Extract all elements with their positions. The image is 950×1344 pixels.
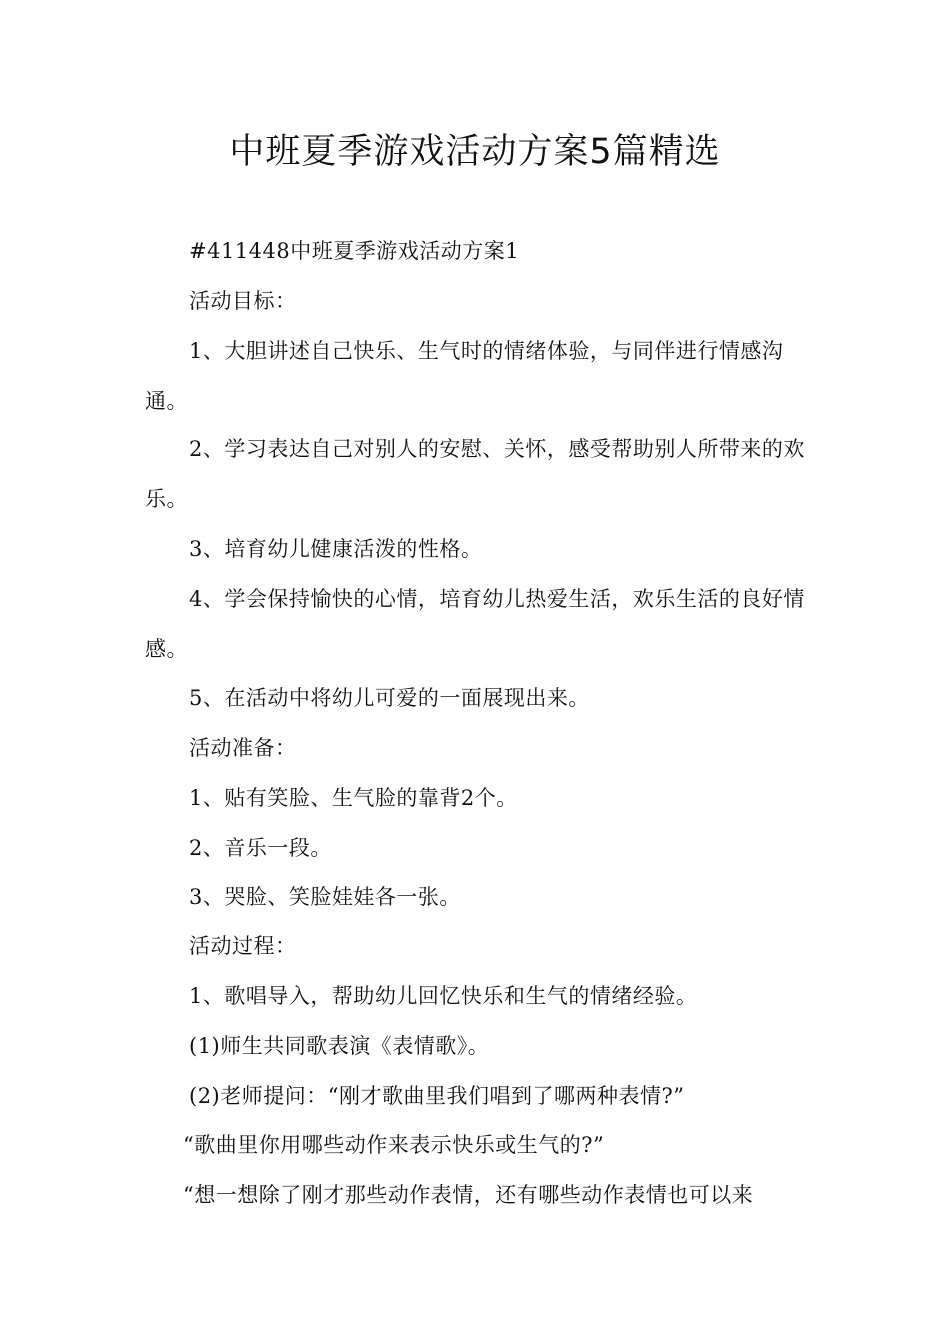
paragraph-heading-1: #411448中班夏季游戏活动方案1 [189,239,520,263]
paragraph-goal-3: 3、培育幼儿健康活泼的性格。 [189,537,483,561]
paragraph-process-1a: (1)师生共同歌表演《表情歌》。 [189,1034,490,1058]
paragraph-goal-5: 5、在活动中将幼儿可爱的一面展现出来。 [189,686,590,710]
paragraph-prep-heading: 活动准备： [189,736,297,760]
paragraph-goal-4: 4、学会保持愉快的心情，培育幼儿热爱生活，欢乐生活的良好情感。 [145,587,805,661]
paragraph-goal-heading: 活动目标： [189,289,297,313]
paragraph-process-1b: (2)老师提问：“刚才歌曲里我们唱到了哪两种表情?” [189,1084,685,1108]
document-title: 中班夏季游戏活动方案5篇精选 [229,132,721,172]
paragraph-process-heading: 活动过程： [189,934,297,958]
paragraph-prep-1: 1、贴有笑脸、生气脸的靠背2个。 [189,786,518,810]
paragraph-process-quote-2: “想一想除了刚才那些动作表情，还有哪些动作表情也可以来 [183,1183,754,1207]
paragraph-goal-1: 1、大胆讲述自己快乐、生气时的情绪体验，与同伴进行情感沟通。 [145,339,784,413]
paragraph-process-quote-1: “歌曲里你用哪些动作来表示快乐或生气的?” [183,1133,605,1157]
paragraph-process-1: 1、歌唱导入，帮助幼儿回忆快乐和生气的情绪经验。 [189,984,698,1008]
paragraph-goal-2: 2、学习表达自己对别人的安慰、关怀，感受帮助别人所带来的欢乐。 [145,437,805,511]
paragraph-prep-2: 2、音乐一段。 [189,836,332,860]
paragraph-prep-3: 3、哭脸、笑脸娃娃各一张。 [189,885,461,909]
